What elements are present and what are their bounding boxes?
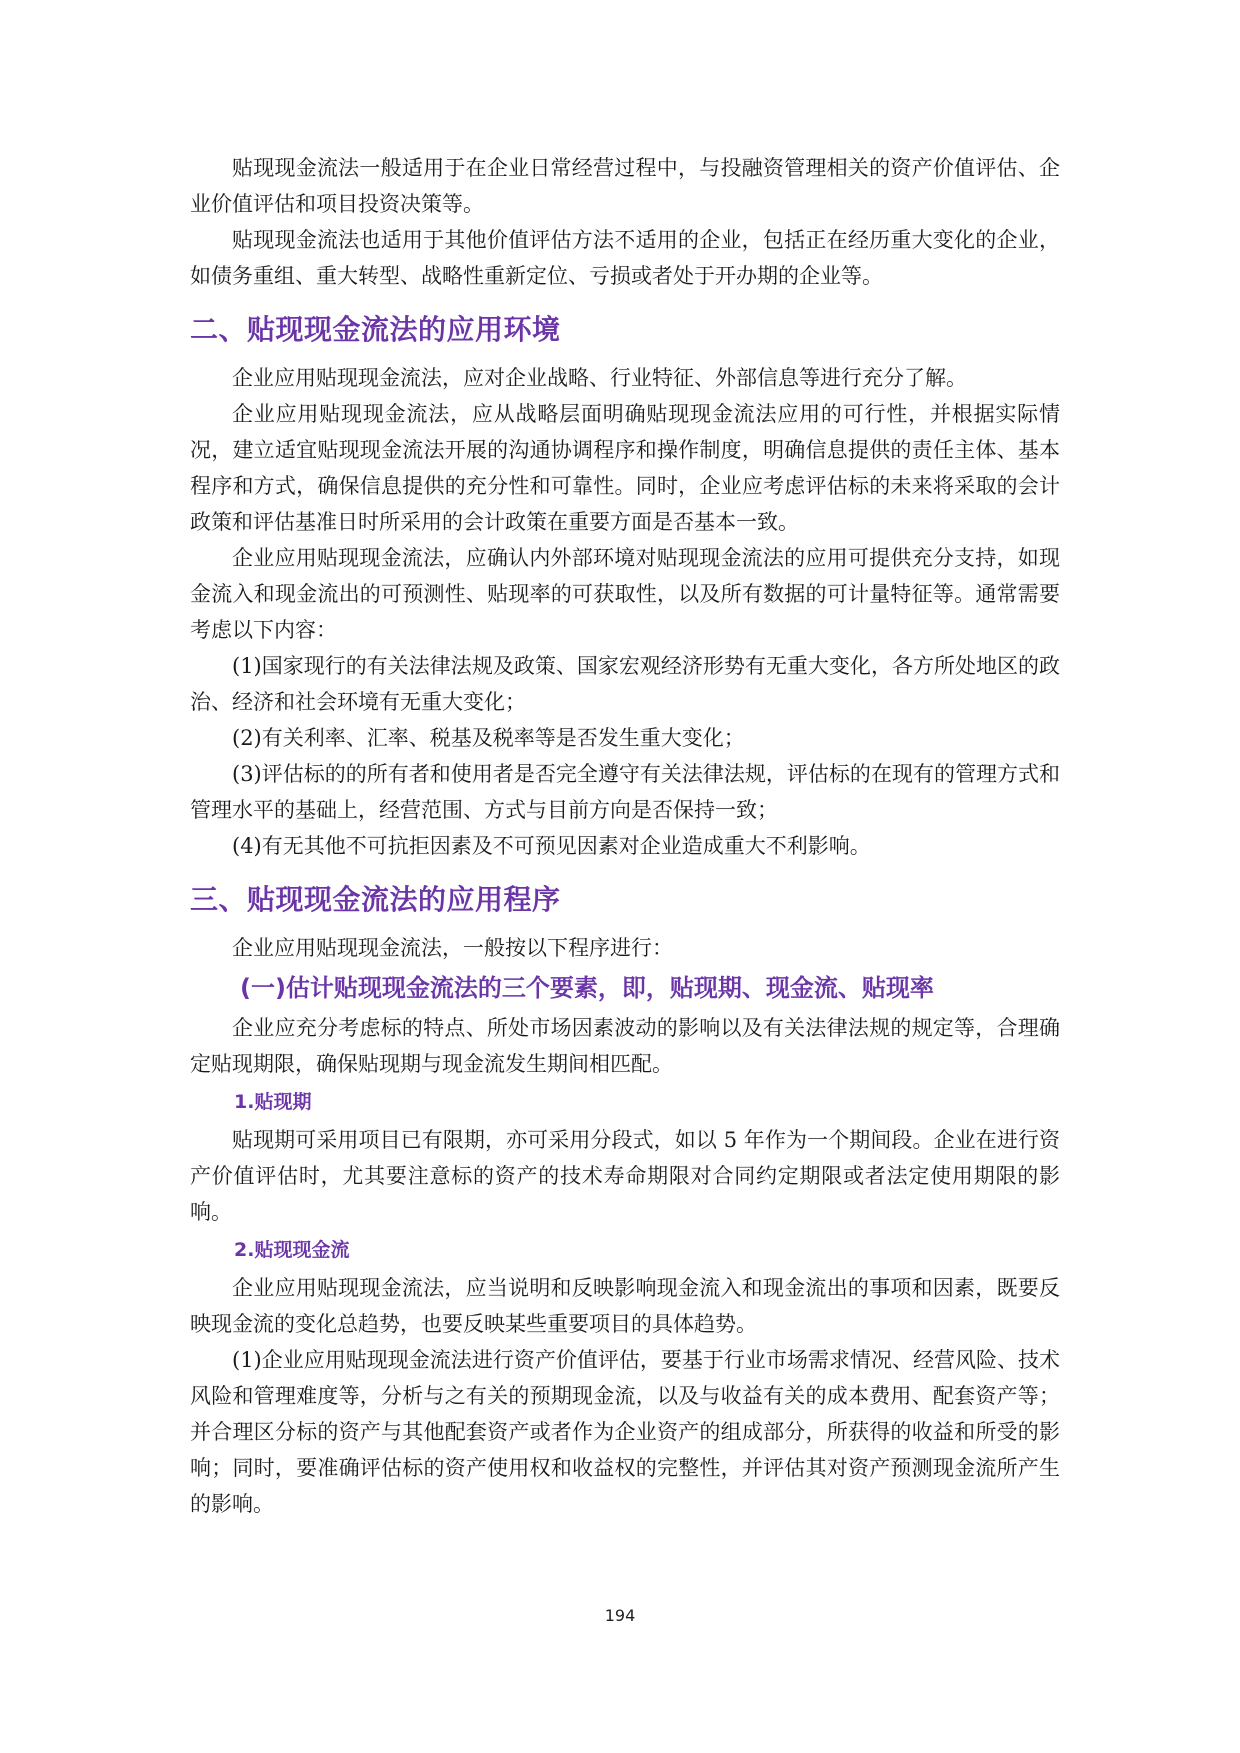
section-3-intro: 企业应用贴现现金流法，一般按以下程序进行：: [232, 936, 673, 960]
section-2-paragraph-2: 企业应用贴现现金流法，应从战略层面明确贴现现金流法应用的可行性，并根据实际情况，建立适宜贴现现金流法开展的沟通协调程序和操作制度，明确信息提供的责任主体、基本程序和方式，确保信息提供的充分性和可靠性。同时，企业应考虑评估标的未来将采取的会计政策和评估基准日时所采用的会计政策在重要方面是否基本一致。: [190, 402, 1060, 534]
page-number: 194: [604, 1606, 636, 1625]
point-1-paragraph: 贴现期可采用项目已有限期，亦可采用分段式，如以 5 年作为一个期间段。企业在进行资产价值评估时，尤其要注意标的资产的技术寿命期限对合同约定期限或者法定使用期限的影响。: [190, 1128, 1060, 1224]
section-2-heading: 二、贴现现金流法的应用环境: [190, 313, 561, 346]
section-2-paragraph-1: 企业应用贴现现金流法，应对企业战略、行业特征、外部信息等进行充分了解。: [232, 366, 967, 390]
document-body: [190, 150, 1060, 1522]
intro-paragraph-1: 贴现现金流法一般适用于在企业日常经营过程中，与投融资管理相关的资产价值评估、企业价值评估和项目投资决策等。: [190, 156, 1060, 216]
section-3-heading: 三、贴现现金流法的应用程序: [190, 883, 561, 916]
section-2-paragraph-3: 企业应用贴现现金流法，应确认内外部环境对贴现现金流法的应用可提供充分支持，如现金流入和现金流出的可预测性、贴现率的可获取性，以及所有数据的可计量特征等。通常需要考虑以下内容：: [190, 546, 1060, 642]
section-2-item-4: (4)有无其他不可抗拒因素及不可预见因素对企业造成重大不利影响。: [232, 834, 871, 858]
point-2-paragraph: 企业应用贴现现金流法，应当说明和反映影响现金流入和现金流出的事项和因素，既要反映现金流的变化总趋势，也要反映某些重要项目的具体趋势。: [190, 1276, 1060, 1336]
subsection-1-paragraph: 企业应充分考虑标的特点、所处市场因素波动的影响以及有关法律法规的规定等，合理确定贴现期限，确保贴现期与现金流发生期间相匹配。: [190, 1016, 1060, 1076]
subsection-1-heading: (一)估计贴现现金流法的三个要素，即，贴现期、现金流、贴现率: [240, 974, 934, 1002]
section-2-item-1: (1)国家现行的有关法律法规及政策、国家宏观经济形势有无重大变化，各方所处地区的政治、经济和社会环境有无重大变化；: [190, 654, 1060, 714]
section-2-item-3: (3)评估标的的所有者和使用者是否完全遵守有关法律法规，评估标的在现有的管理方式和管理水平的基础上，经营范围、方式与目前方向是否保持一致；: [190, 762, 1060, 822]
point-2-heading: 2.贴现现金流: [234, 1239, 350, 1261]
point-2-item-1: (1)企业应用贴现现金流法进行资产价值评估，要基于行业市场需求情况、经营风险、技术风险和管理难度等，分析与之有关的预期现金流，以及与收益有关的成本费用、配套资产等；并合理区分标的资产与其他配套资产或者作为企业资产的组成部分，所获得的收益和所受的影响；同时，要准确评估标的资产使用权和收益权的完整性，并评估其对资产预测现金流所产生的影响。: [190, 1348, 1060, 1516]
point-1-heading: 1.贴现期: [234, 1091, 312, 1113]
section-2-item-2: (2)有关利率、汇率、税基及税率等是否发生重大变化；: [232, 726, 745, 750]
intro-paragraph-2: 贴现现金流法也适用于其他价值评估方法不适用的企业，包括正在经历重大变化的企业，如债务重组、重大转型、战略性重新定位、亏损或者处于开办期的企业等。: [190, 228, 1060, 288]
